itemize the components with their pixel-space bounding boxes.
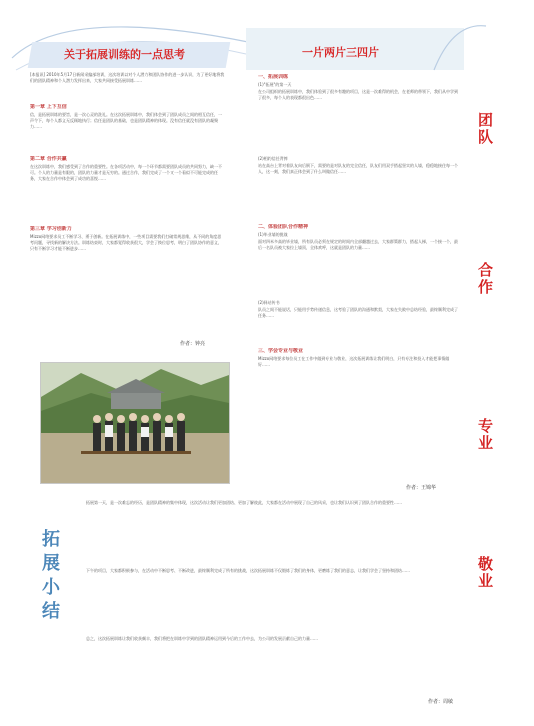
right-subheading: (2)相约信任背摔: [258, 156, 288, 161]
left-section-heading: 第三章 学习创新力: [30, 226, 72, 232]
bottom-article-body: [86, 500, 462, 700]
left-section-body: Mizzo网络要求员工不断学习、勇于创新。在拓展训练中，一些项目需要我们打破常规思维，从不同的角度思考问题，寻找新的解决方法。训练结束时，大家都觉得收获很大，学会了换位思考，明白了团队协作的意义，只有不断学习才能不断进步……: [30, 234, 222, 251]
right-section-heading: 二、体验团队合作精神: [258, 224, 309, 230]
right-paragraph: 队员之间不能说话，只能用手势传递信息，这考验了团队的沟通和默契，大家在失败中总结经验，最终顺利完成了任务……: [258, 307, 458, 318]
side-label-team: 团队: [478, 111, 494, 146]
left-section-heading: 第一章 上下互信: [30, 104, 67, 110]
bottom-paragraph: 拓展第一天，是一次难忘的经历，是团队精神的集中体现，这次活动让我们更加团结、更加了解彼此，大家都在活动中展现了自己的风采，也让我们认识到了团队合作的重要性……: [86, 500, 402, 505]
right-article-body: [258, 74, 458, 397]
bottom-paragraph: 总之，这次拓展训练让我们收获颇丰，我们将把在训练中学到的团队精神运用到今后的工作中去，为公司的发展贡献自己的力量……: [86, 636, 318, 641]
side-label-cooperation: 合作: [478, 261, 494, 296]
right-paragraph: 面对四米多高的毕业墙，所有队员必须在规定的时间内全部翻越过去，大家群策群力，搭起人梯，一个接一个，最后一名队员被大家拉上墙顶，全体欢呼，这就是团队的力量……: [258, 239, 458, 250]
right-paragraph: 站在高台上背对着队友向后倒下，需要的是对队友的完全信任，队友们用双手搭起坚实的人墙，稳稳地接住每一个人，这一刻，我们真正体会到了什么叫做信任……: [258, 163, 458, 174]
side-label-professional: 专业: [478, 417, 494, 452]
bottom-author-byline: 作者：周敏: [428, 699, 454, 705]
decorative-swirl-top-right: [430, 20, 490, 80]
right-paragraph: 在公司组织的拓展训练中，我们体验到了很多有趣的项目，这是一次难得的机会，在老师的带领下，我们从中学到了很多，每个人的表现都很出色……: [258, 89, 458, 100]
right-paragraph: Mizzo网络要求每位员工在工作中做到专业与敬业，这次拓展训练让我们明白，只有专注和投入才能把事情做好……: [258, 356, 450, 367]
right-subheading: (1)毕业墙的挑战: [258, 232, 288, 237]
right-section-heading: 一、拓展训练: [258, 74, 289, 80]
right-author-byline: 作者：王锦华: [406, 485, 437, 491]
right-article-title: 一片两片三四片: [302, 46, 379, 59]
left-section-body: 信，是拓展训练的要旨，是一次心灵的洗礼。在这次拓展训练中，我们体会到了团队成员之间的相互信任，一声令下，每个人都义无反顾地执行；信任是团队的基础，也是团队精神的体现。没有信任就没有团队的凝聚力……: [30, 112, 222, 129]
left-intro-paragraph: [本报讯] 2010年5月17日新闻采编部培训，这次培训以对个人潜力和团队协作的进一步认识，为了更好地将我们的团队精神和个人潜力发挥出来，大家共同接受拓展训练……: [30, 72, 225, 83]
right-subheading: (2)驿站传书: [258, 300, 280, 305]
right-section-heading: 三、学会专业与敬业: [258, 348, 304, 354]
bottom-section-title: 拓展小结: [42, 529, 60, 622]
bottom-paragraph: 下午的项目，大家都积极参与，在活动中不断思考、不断改进，最终顺利完成了所有的挑战，这次拓展训练不仅锻炼了我们的身体，更磨练了我们的意志，让我们学会了坚持和团结……: [86, 568, 410, 573]
left-article-title: 关于拓展训练的一点思考: [64, 48, 185, 61]
left-section-body: 在这次训练中，我们感受到了合作的重要性。在各项活动中，每一个环节都需要团队成员的共同努力，缺一不可。个人的力量是有限的，团队的力量才是无穷的。通过合作，我们完成了一个又一个看似不可能完成的任务，大家在合作中体会到了成功的喜悦……: [30, 164, 222, 181]
right-subheading: (1)"拓展"的第一天: [258, 82, 292, 87]
team-group-photo: [40, 362, 230, 484]
side-label-dedication: 敬业: [478, 555, 494, 590]
left-author-byline: 作者：钟亮: [180, 341, 206, 347]
left-section-heading: 第二章 合作共赢: [30, 156, 67, 162]
